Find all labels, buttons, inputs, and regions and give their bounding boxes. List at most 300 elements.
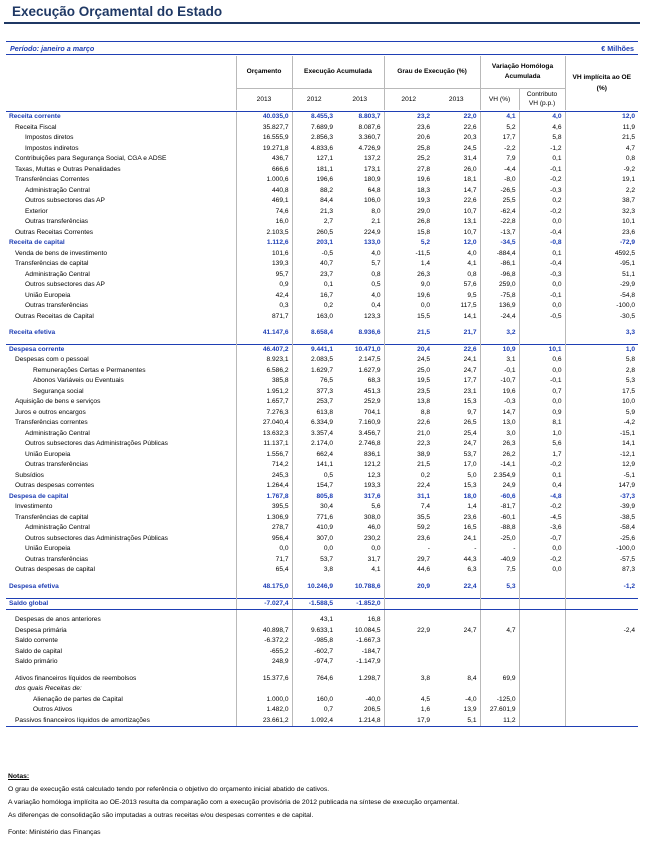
cell-exec-2012: 307,0 [292,534,336,545]
cell-grau-2012: 8,8 [384,408,433,419]
table-row [6,397,638,408]
cell-exec-2013: 451,3 [363,387,381,395]
cell-contributo: -0,2 [519,207,565,218]
table-row [6,123,638,134]
row-label: Administração Central [25,186,90,194]
cell-grau-2012: 26,8 [384,217,433,228]
cell-grau-2013: 22,6 [433,345,480,356]
cell-contributo: -4,5 [519,513,565,524]
cell-contributo: -0,7 [519,534,565,545]
cell-exec-2012: 6.334,9 [292,418,336,429]
source: Fonte: Ministério das Finanças [8,829,101,836]
cell-contributo: 0,0 [519,301,565,312]
cell-orcamento-2013: -6.372,2 [236,636,292,647]
cell-orcamento-2013: 440,8 [236,186,292,197]
cell-grau-2013 [433,657,480,668]
cell-contributo: 8,1 [519,418,565,429]
table-row [6,312,638,323]
cell-vh-implicita: 5,8 [565,355,638,366]
table-row [6,270,638,281]
cell-exec-2013: 10.471,0 [336,345,384,356]
cell-contributo: 0,9 [519,408,565,419]
header-variacao: Variação Homóloga Acumulada [480,56,565,88]
cell-orcamento-2013 [236,684,292,695]
cell-grau-2012: 21,5 [384,460,433,471]
cell-contributo: -0,2 [519,555,565,566]
cell-grau-2013: 24,7 [463,366,477,374]
cell-orcamento-2013: 6.586,2 [236,366,292,377]
cell-exec-2012: 203,1 [292,238,336,249]
cell-vh-implicita: -9,2 [565,165,638,176]
row-label: Outras despesas correntes [15,482,95,490]
cell-grau-2012: 1,6 [384,705,433,716]
cell-grau-2013: 21,7 [463,329,477,337]
row-label: Receita Fiscal [15,123,57,131]
table-row [6,207,638,218]
cell-vh-pct [480,598,519,609]
header-contributo: Contributo VH (p.p.) [519,88,565,110]
cell-grau-2013: 18,1 [463,176,477,184]
table-row [6,636,638,647]
cell-grau-2013: 10,7 [463,228,477,236]
cell-exec-2012: 154,7 [292,481,336,492]
cell-grau-2013: 22,4 [463,582,477,590]
cell-grau-2013: 14,7 [463,186,477,194]
cell-exec-2013: 230,2 [363,534,381,542]
row-label: Exterior [25,207,48,215]
cell-grau-2012: 20,6 [384,133,433,144]
cell-orcamento-2013: 23.661,2 [236,716,292,727]
cell-exec-2013: 4,0 [371,249,381,257]
row-label: Outras Receitas Correntes [15,228,94,236]
cell-exec-2012: 127,1 [292,154,336,165]
cell-vh-implicita: -30,5 [565,312,638,323]
cell-contributo: 0,1 [519,471,565,482]
row-label: Transferências Correntes [15,176,90,184]
cell-vh-implicita: -100,0 [565,544,638,555]
row-label: Abonos Variáveis ou Eventuais [33,377,124,385]
cell-exec-2013: 121,2 [363,461,381,469]
cell-exec-2012: 410,9 [292,523,336,534]
cell-exec-2012: 7.689,9 [292,123,336,134]
cell-grau-2013: 18,0 [463,492,477,500]
cell-vh-pct: -4,4 [480,165,519,176]
cell-exec-2013: 3.360,7 [358,134,381,142]
cell-vh-implicita: 4592,5 [565,249,638,260]
cell-exec-2012: 23,7 [292,270,336,281]
cell-orcamento-2013: 15.377,6 [236,674,292,685]
cell-exec-2012: 377,3 [292,387,336,398]
cell-vh-implicita: -25,6 [565,534,638,545]
cell-orcamento-2013: 16,0 [236,217,292,228]
table-row [6,291,638,302]
row-label: Outras Receitas de Capital [15,312,94,320]
cell-orcamento-2013: -655,2 [236,647,292,658]
cell-orcamento-2013: 8.923,1 [236,355,292,366]
cell-vh-pct: -25,0 [480,534,519,545]
row-label: Investimento [15,503,53,511]
header-grau: Grau de Execução (%) [384,56,480,88]
cell-grau-2012 [384,598,433,609]
cell-grau-2013: 5,1 [433,716,480,727]
cell-vh-pct: 26,2 [480,450,519,461]
cell-exec-2012: 2.083,5 [292,355,336,366]
cell-vh-implicita: 10,0 [565,397,638,408]
cell-vh-implicita: -95,1 [565,259,638,270]
cell-orcamento-2013: 395,5 [236,502,292,513]
table-row [6,387,638,398]
cell-grau-2013: 117,5 [460,302,477,310]
cell-contributo: -0,1 [519,165,565,176]
row-label: Taxas, Multas e Outras Penalidades [15,165,121,173]
cell-vh-implicita: 19,1 [565,175,638,186]
cell-contributo: 5,6 [519,439,565,450]
header-year-grau-2012: 2012 [384,88,433,110]
row-label: Impostos diretos [25,134,74,142]
row-label: Ativos financeiros líquidos de reembolsos [15,674,137,682]
cell-exec-2012: 0,7 [292,705,336,716]
cell-vh-pct: -60,1 [480,513,519,524]
cell-exec-2013: 10.788,6 [354,582,381,590]
cell-contributo [519,705,565,716]
cell-vh-pct: -88,8 [480,523,519,534]
cell-orcamento-2013: 1.306,9 [236,513,292,524]
cell-grau-2013: 44,3 [463,555,477,563]
cell-grau-2012: 9,0 [384,280,433,291]
row-label: Transferências de capital [15,513,89,521]
row-label: Saldo corrente [15,637,58,645]
cell-grau-2013: 22,6 [463,197,477,205]
cell-exec-2013: 180,9 [363,176,381,184]
cell-orcamento-2013: 19.271,8 [236,144,292,155]
cell-vh-implicita [565,684,638,695]
cell-vh-pct: 26,3 [480,439,519,450]
cell-orcamento-2013: 40.898,7 [236,626,292,637]
cell-grau-2013: 5,0 [467,471,477,479]
cell-contributo: 10,1 [519,345,565,356]
cell-orcamento-2013: 1.657,7 [236,397,292,408]
cell-grau-2012: 21,5 [384,328,433,339]
cell-exec-2012: -985,8 [292,636,336,647]
cell-orcamento-2013: 469,1 [236,196,292,207]
cell-orcamento-2013: 436,7 [236,154,292,165]
table-row [6,175,638,186]
row-label: Juros e outros encargos [15,408,86,416]
cell-exec-2012: 613,8 [292,408,336,419]
cell-vh-implicita: 14,1 [565,439,638,450]
cell-grau-2012: 59,2 [384,523,433,534]
cell-exec-2012: -0,5 [292,249,336,260]
cell-vh-implicita: 38,7 [565,196,638,207]
cell-contributo: -0,8 [519,238,565,249]
cell-contributo [519,657,565,668]
cell-grau-2013: 6,3 [467,566,477,574]
cell-contributo [519,598,565,609]
table-row [6,481,638,492]
table-row [6,112,638,123]
cell-exec-2012: 3.357,4 [292,429,336,440]
cell-vh-pct: -24,4 [480,312,519,323]
header-year-orc-2013: 2013 [236,88,292,110]
cell-exec-2013: 252,9 [363,398,381,406]
cell-vh-implicita: 2,2 [565,186,638,197]
cell-vh-implicita [565,615,638,626]
cell-contributo: -0,2 [519,175,565,186]
cell-vh-implicita: -5,1 [565,471,638,482]
cell-contributo: -0,3 [519,186,565,197]
table-row [6,133,638,144]
header-vh-implicita: VH implícita ao OE (%) [565,56,638,110]
header-orcamento: Orçamento [236,56,292,88]
cell-contributo [519,695,565,706]
header-year-exec-2012: 2012 [292,88,336,110]
cell-exec-2013: 1.627,9 [358,366,381,374]
row-label: Administração Central [25,429,90,437]
cell-vh-implicita [565,657,638,668]
cell-contributo: -0,3 [519,270,565,281]
cell-grau-2012: 17,9 [384,716,433,727]
cell-orcamento-2013: 13.632,3 [236,429,292,440]
table-row [6,366,638,377]
cell-vh-implicita: 0,8 [565,154,638,165]
cell-vh-pct: -0,1 [480,366,519,377]
cell-grau-2012: 24,5 [384,355,433,366]
cell-exec-2012: 88,2 [292,186,336,197]
note-1: O grau de execução está calculado tendo por referência o objetivo do orçamento inicial abatido de cativos. [8,786,330,793]
cell-orcamento-2013: 139,3 [236,259,292,270]
cell-exec-2012: 2.174,0 [292,439,336,450]
cell-orcamento-2013: 1.112,6 [236,238,292,249]
cell-exec-2012: -602,7 [292,647,336,658]
cell-exec-2013: 193,3 [363,482,381,490]
cell-contributo: -0,2 [519,502,565,513]
cell-vh-implicita: -12,1 [565,450,638,461]
table-row [6,249,638,260]
cell-exec-2012: 181,1 [292,165,336,176]
row-label: Outros subsectores das Administrações Públicas [25,534,168,542]
cell-vh-pct: -22,8 [480,217,519,228]
cell-vh-pct: 17,7 [480,133,519,144]
cell-orcamento-2013: 1.951,2 [236,387,292,398]
cell-exec-2013: 0,5 [371,281,381,289]
cell-grau-2013: 4,0 [467,249,477,257]
cell-grau-2013: 24,1 [463,534,477,542]
cell-contributo: 0,0 [519,217,565,228]
cell-contributo: 4,6 [519,123,565,134]
header-year-exec-2013: 2013 [352,95,368,103]
cell-grau-2012: 23,2 [384,112,433,123]
cell-grau-2012: 18,3 [384,186,433,197]
cell-orcamento-2013: 65,4 [236,565,292,576]
cell-vh-implicita [565,674,638,685]
cell-orcamento-2013: 74,6 [236,207,292,218]
cell-vh-implicita: -39,9 [565,502,638,513]
notes-heading: Notas: [8,773,30,780]
cell-grau-2013: 23,1 [463,387,477,395]
cell-orcamento-2013: 245,3 [236,471,292,482]
cell-contributo [519,582,565,593]
cell-vh-implicita [565,716,638,727]
cell-exec-2013: 137,2 [363,155,381,163]
cell-exec-2013: 224,9 [363,228,381,236]
row-label: Administração Central [25,524,90,532]
cell-contributo: 0,0 [519,544,565,555]
table-row [6,598,638,609]
table-row [6,280,638,291]
cell-exec-2012: 771,6 [292,513,336,524]
cell-contributo [519,615,565,626]
cell-exec-2012: 21,3 [292,207,336,218]
cell-contributo [519,636,565,647]
row-label: Saldo global [6,598,236,609]
table-row [6,439,638,450]
row-label: Saldo primário [15,658,58,666]
cell-exec-2012: 260,5 [292,228,336,239]
cell-vh-pct: 136,9 [480,301,519,312]
cell-exec-2012: 9.633,1 [292,626,336,637]
cell-vh-implicita: -58,4 [565,523,638,534]
cell-exec-2013: 0,0 [371,545,381,553]
table-row [6,626,638,637]
row-label: dos quais Receitas de: [15,685,82,693]
cell-vh-pct: 3,1 [480,355,519,366]
table-row [6,716,638,727]
cell-vh-pct: -40,9 [480,555,519,566]
row-label: Outras transferências [25,555,89,563]
cell-orcamento-2013: 2.103,5 [236,228,292,239]
cell-exec-2013: 2.746,8 [358,440,381,448]
cell-vh-implicita: 12,0 [565,112,638,123]
cell-orcamento-2013: 956,4 [236,534,292,545]
cell-grau-2013: 23,6 [463,513,477,521]
cell-contributo: -3,6 [519,523,565,534]
cell-vh-pct: 14,7 [480,408,519,419]
cell-grau-2012: 0,0 [384,301,433,312]
row-label: Outras despesas de capital [15,566,95,574]
row-label: Despesa de capital [9,492,69,500]
cell-vh-implicita: 17,5 [565,387,638,398]
table-row [6,259,638,270]
cell-exec-2013: 16,8 [367,616,381,624]
cell-exec-2012: 662,4 [292,450,336,461]
cell-grau-2012: 3,8 [384,674,433,685]
cell-grau-2012: 1,4 [384,259,433,270]
cell-exec-2013: 8,0 [371,207,381,215]
cell-exec-2013: -1.852,0 [336,598,384,609]
cell-exec-2013 [336,684,384,695]
cell-orcamento-2013: -7.027,4 [236,598,292,609]
cell-contributo: 0,1 [519,154,565,165]
row-label: União Europeia [25,450,71,458]
row-label: Outras transferências [25,461,89,469]
cell-vh-implicita: 1,0 [565,345,638,356]
cell-grau-2013: 17,7 [463,377,477,385]
cell-grau-2012: - [384,544,433,555]
cell-exec-2012: 141,1 [292,460,336,471]
cell-vh-implicita: 5,3 [565,376,638,387]
row-label: Outros subsectores das AP [25,197,105,205]
cell-contributo: 5,8 [519,133,565,144]
cell-exec-2012: 0,1 [292,280,336,291]
cell-grau-2013: 14,1 [463,312,477,320]
cell-exec-2012: 8.455,3 [292,112,336,123]
cell-grau-2012 [384,615,433,626]
cell-grau-2012: 22,9 [384,626,433,637]
cell-orcamento-2013: 7.276,3 [236,408,292,419]
cell-vh-implicita: 5,9 [565,408,638,419]
cell-exec-2013: 31,7 [367,555,381,563]
cell-contributo: 0,7 [519,387,565,398]
cell-grau-2012: 31,1 [384,492,433,503]
table-row [6,217,638,228]
cell-grau-2012: 7,4 [384,502,433,513]
cell-grau-2012: 19,6 [384,175,433,186]
cell-vh-implicita [565,636,638,647]
cell-vh-implicita: -54,8 [565,291,638,302]
row-label: Outros Ativos [33,706,73,714]
cell-grau-2012 [384,647,433,658]
cell-exec-2012: 0,2 [292,301,336,312]
cell-grau-2013 [433,636,480,647]
row-label: Transferências correntes [15,419,88,427]
cell-grau-2013: 12,0 [463,239,477,247]
cell-vh-implicita: 3,3 [565,328,638,339]
page-title: Execução Orçamental do Estado [12,4,223,19]
table-row [6,450,638,461]
cell-contributo: 0,0 [519,366,565,377]
cell-grau-2012: -11,5 [384,249,433,260]
cell-grau-2013: 24,5 [463,144,477,152]
cell-grau-2013 [433,684,480,695]
cell-grau-2013: 26,0 [463,165,477,173]
cell-contributo: 0,2 [519,196,565,207]
cell-grau-2013: 31,4 [463,155,477,163]
cell-orcamento-2013: 27.040,4 [236,418,292,429]
cell-exec-2013: 106,0 [363,197,381,205]
cell-vh-pct: 69,9 [480,674,519,685]
cell-grau-2012: 15,8 [384,228,433,239]
row-label: União Europeia [25,291,71,299]
column-header [6,56,638,110]
cell-vh-implicita: -2,4 [565,626,638,637]
cell-exec-2012: 4.833,6 [292,144,336,155]
cell-vh-implicita: 51,1 [565,270,638,281]
cell-grau-2012: 23,6 [384,123,433,134]
cell-vh-implicita: 21,5 [565,133,638,144]
table-row [6,328,638,339]
row-label: Outras transferências [25,302,89,310]
cell-exec-2013: -1.147,9 [356,658,381,666]
cell-vh-implicita: -100,0 [565,301,638,312]
cell-exec-2013: 5,6 [371,503,381,511]
header-execucao: Execução Acumulada [292,56,384,88]
cell-orcamento-2013: 71,7 [236,555,292,566]
cell-exec-2013: 206,5 [363,706,381,714]
cell-grau-2012: 5,2 [384,238,433,249]
cell-vh-implicita: 2,8 [565,366,638,377]
cell-grau-2013: 57,6 [463,281,477,289]
cell-vh-pct: 3,0 [480,429,519,440]
cell-vh-implicita: 10,1 [565,217,638,228]
cell-exec-2013: 7.160,9 [358,419,381,427]
cell-contributo: 0,0 [519,280,565,291]
cell-grau-2013: 13,1 [463,218,477,226]
table-row [6,647,638,658]
cell-vh-pct: -0,3 [480,397,519,408]
cell-grau-2012: 13,8 [384,397,433,408]
cell-exec-2012: 764,6 [292,674,336,685]
cell-grau-2012: 22,3 [384,439,433,450]
